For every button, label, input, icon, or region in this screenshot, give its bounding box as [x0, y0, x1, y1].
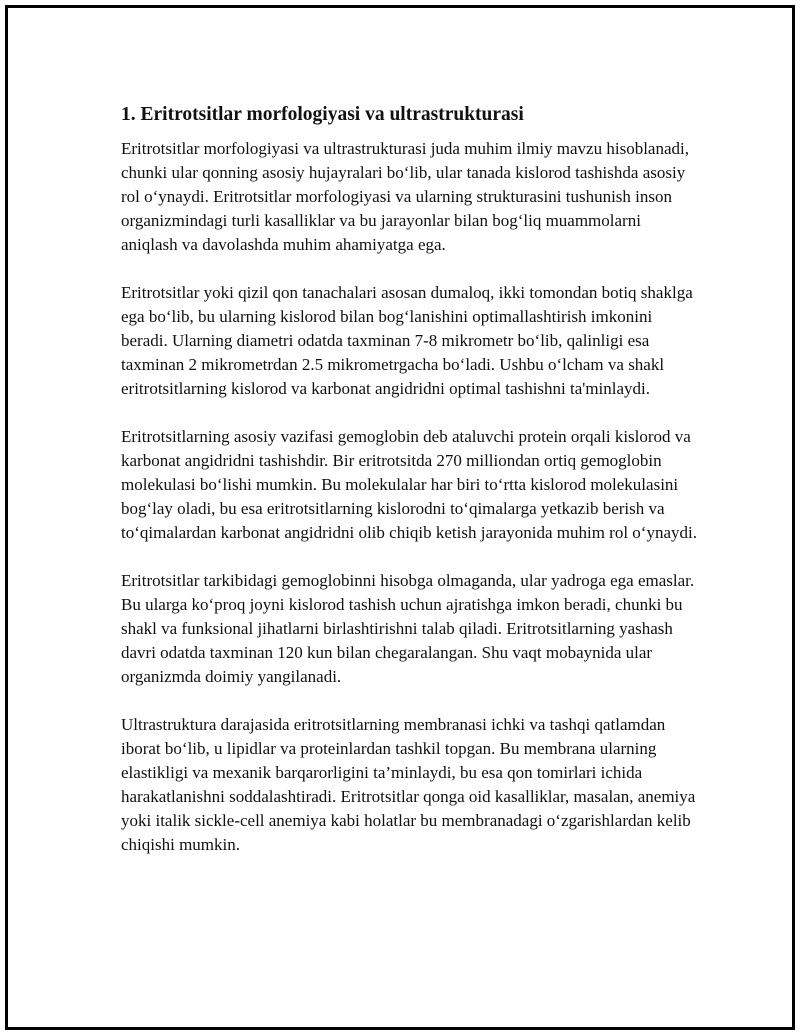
- paragraph-4: Eritrotsitlar tarkibidagi gemoglobinni hisobga olmaganda, ular yadroga ega emaslar. Bu ularga ko‘proq joyni kislorod tashish uchun ajratishga imkon beradi, chunki bu shakl va funksional jihatlarni birlashtirishni talab qiladi. Eritrotsitlarning yashash davri odatda taxminan 120 kun bilan chegaralangan. Shu vaqt mobaynida ular organizmda doimiy yangilanadi.: [121, 571, 695, 686]
- page-frame: [5, 5, 795, 1030]
- paragraph-1: Eritrotsitlar morfologiyasi va ultrastrukturasi juda muhim ilmiy mavzu hisoblanadi, chunki ular qonning asosiy hujayralari bo‘lib, ular tanada kislorod tashishda asosiy rol o‘ynaydi. Eritrotsitlar morfologiyasi va ularning strukturasini tushunish inson organizmindagi turli kasalliklar va bu jarayonlar bilan bog‘liq muammolarni aniqlash va davolashda muhim ahamiyatga ega.: [121, 139, 689, 254]
- paragraph-5: Ultrastruktura darajasida eritrotsitlarning membranasi ichki va tashqi qatlamdan iborat bo‘lib, u lipidlar va proteinlardan tashkil topgan. Bu membrana ularning elastikligi va mexanik barqarorligini ta’minlaydi, bu esa qon tomirlari ichida harakatlanishni soddalashtiradi. Eritrotsitlar qonga oid kasalliklar, masalan, anemiya yoki italik sickle-cell anemiya kabi holatlar bu membranadagi o‘zgarishlardan kelib chiqishi mumkin.: [121, 715, 696, 854]
- paragraph-3: Eritrotsitlarning asosiy vazifasi gemoglobin deb ataluvchi protein orqali kislorod va karbonat angidridni tashishdir. Bir eritrotsitda 270 milliondan ortiq gemoglobin molekulasi bo‘lishi mumkin. Bu molekulalar har biri to‘rtta kislorod molekulasini bog‘lay oladi, bu esa eritrotsitlarning kislorodni to‘qimalarga yetkazib berish va to‘qimalardan karbonat angidridni olib chiqib ketish jarayonida muhim rol o‘ynaydi.: [121, 427, 697, 542]
- document-body: [121, 102, 701, 881]
- section-heading: 1. Eritrotsitlar morfologiyasi va ultrastrukturasi: [121, 104, 524, 125]
- paragraph-2: Eritrotsitlar yoki qizil qon tanachalari asosan dumaloq, ikki tomondan botiq shaklga ega bo‘lib, bu ularning kislorod bilan bog‘lanishini optimallashtirish imkonini beradi. Ularning diametri odatda taxminan 7-8 mikrometr bo‘lib, qalinligi esa taxminan 2 mikrometrdan 2.5 mikrometrgacha bo‘ladi. Ushbu o‘lcham va shakl eritrotsitlarning kislorod va karbonat angidridni optimal tashishni ta'minlaydi.: [121, 283, 693, 398]
